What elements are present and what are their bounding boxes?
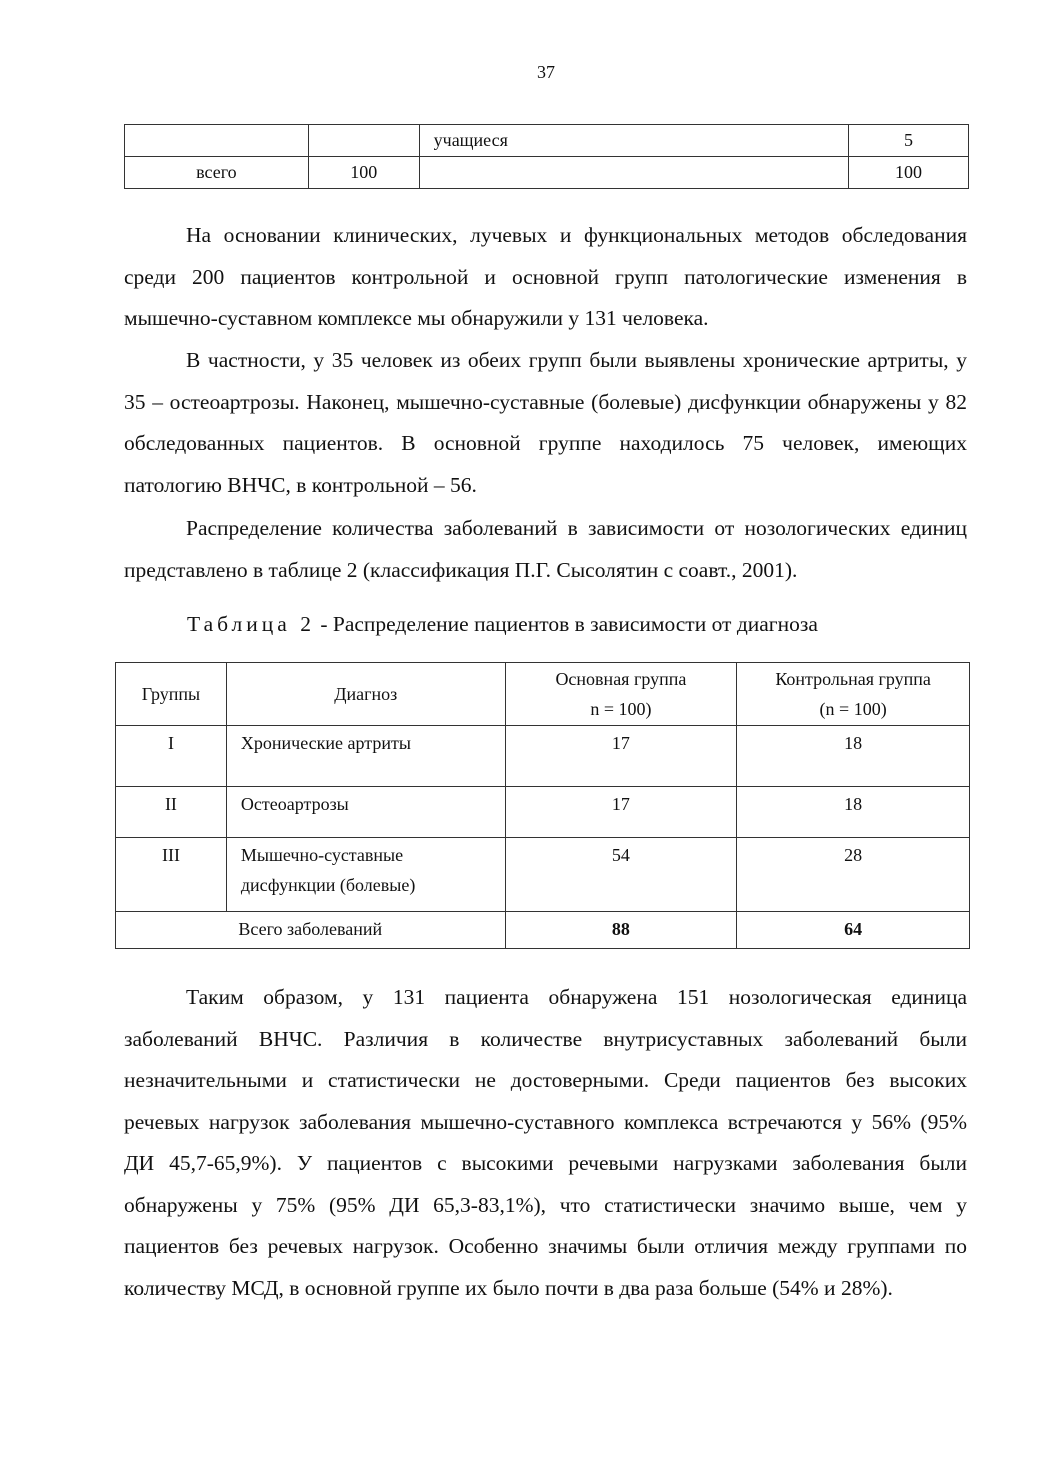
header-main-line2: n = 100) xyxy=(590,699,652,719)
table-cell: 5 xyxy=(849,125,969,157)
table-cell: 100 xyxy=(308,157,419,189)
diagnosis-table xyxy=(115,662,970,949)
table-cell xyxy=(125,125,309,157)
total-control-value: 64 xyxy=(737,912,970,949)
table-row xyxy=(116,838,970,912)
header-groups: Группы xyxy=(116,663,227,726)
table-caption-text: - Распределение пациентов в зависимости от диагноза xyxy=(314,612,818,636)
table-header-row xyxy=(116,663,970,726)
paragraph: Таким образом, у 131 пациента обнаружена 151 нозологическая единица заболеваний ВНЧС. Различия в количестве внутрисуставных заболеваний были незначительными и статистически не достоверными. Среди пациентов без высоких речевых нагрузок заболевания мышечно-суставного комплекса встречаются у 56% (95% ДИ 45,7-65,9%). У пациентов с высокими речевыми нагрузками заболевания были обнаружены у 75% (95% ДИ 65,3-83,1%), что статистически значимо выше, чем у пациентов без речевых нагрузок. Особенно значимы были отличия между группами по количеству МСД, в основной группе их было почти в два раза больше (54% и 28%). xyxy=(124,985,967,1300)
header-main-line1: Основная группа xyxy=(555,669,687,689)
diagnosis-cell xyxy=(226,838,505,912)
paragraph: Распределение количества заболеваний в зависимости от нозологических единиц представлено в таблице 2 (классификация П.Г. Сысолятин с соавт., 2001). xyxy=(124,516,967,582)
diagnosis-line: Остеоартрозы xyxy=(240,794,349,814)
table-row xyxy=(116,787,970,838)
total-main-value: 88 xyxy=(505,912,737,949)
main-value-cell: 54 xyxy=(505,838,737,912)
table-row xyxy=(125,157,969,189)
main-value-cell: 17 xyxy=(505,787,737,838)
group-cell: I xyxy=(116,726,227,787)
group-cell: II xyxy=(116,787,227,838)
table-row xyxy=(125,125,969,157)
table-caption xyxy=(187,612,818,637)
diagnosis-line: Мышечно-суставные xyxy=(240,845,404,865)
diagnosis-line: Хронические артриты xyxy=(240,733,411,753)
control-value-cell: 18 xyxy=(737,787,970,838)
table-cell xyxy=(419,157,848,189)
main-value-cell: 17 xyxy=(505,726,737,787)
total-label: Всего заболеваний xyxy=(116,912,506,949)
paragraph: На основании клинических, лучевых и функциональных методов обследования среди 200 пациентов контрольной и основной групп патологические изменения в мышечно-суставном комплексе мы обнаружили у 131 человека. xyxy=(124,223,967,330)
header-control-line2: (n = 100) xyxy=(819,699,887,719)
table-cell: учащиеся xyxy=(419,125,848,157)
table-total-row xyxy=(116,912,970,949)
paragraph: В частности, у 35 человек из обеих групп были выявлены хронические артриты, у 35 – остеоартрозы. Наконец, мышечно-суставные (болевые) дисфункции обнаружены у 82 обследованных пациентов. В основной группе находилось 75 человек, имеющих патологию ВНЧС, в контрольной – 56. xyxy=(124,348,967,497)
header-diagnosis: Диагноз xyxy=(226,663,505,726)
header-control-group xyxy=(737,663,970,726)
control-value-cell: 28 xyxy=(737,838,970,912)
table-caption-label: Таблица 2 xyxy=(187,612,315,636)
group-cell: III xyxy=(116,838,227,912)
table-cell: всего xyxy=(125,157,309,189)
diagnosis-cell xyxy=(226,726,505,787)
header-control-line1: Контрольная группа xyxy=(775,669,931,689)
table-row xyxy=(116,726,970,787)
table-cell xyxy=(308,125,419,157)
page-number: 37 xyxy=(537,62,555,82)
diagnosis-cell xyxy=(226,787,505,838)
header-main-group xyxy=(505,663,737,726)
diagnosis-line: дисфункции (болевые) xyxy=(240,875,416,895)
table-continuation xyxy=(124,124,969,189)
table-cell: 100 xyxy=(849,157,969,189)
control-value-cell: 18 xyxy=(737,726,970,787)
